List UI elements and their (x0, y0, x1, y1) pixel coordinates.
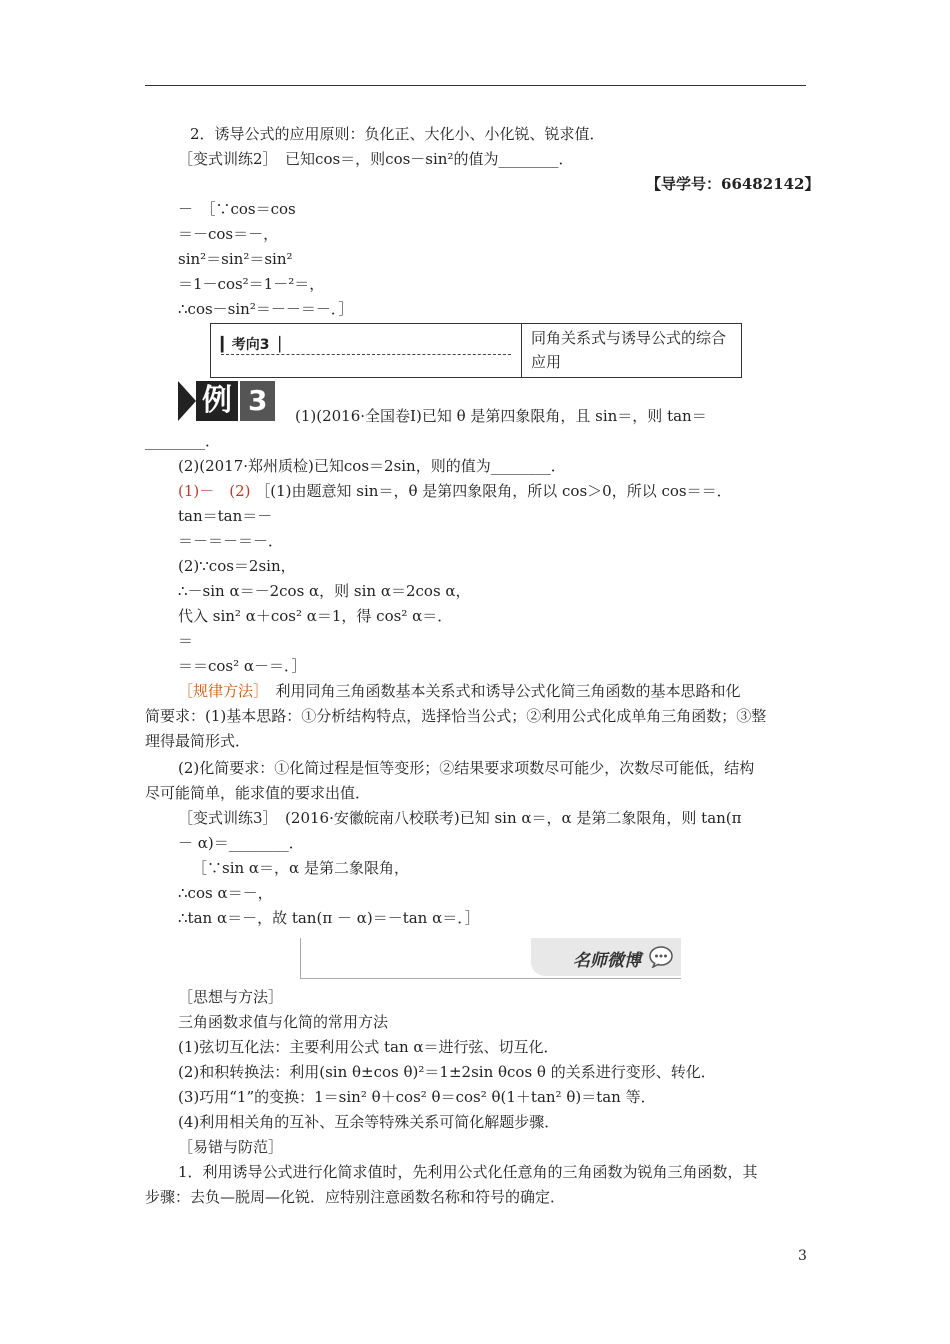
teacher-banner-title: 名师微博 (573, 951, 641, 971)
text-line: (2)化简要求：①化简过程是恒等变形；②结果要求项数尽可能少，次数尽可能低，结构 (178, 759, 755, 777)
example-label: 例 (196, 381, 238, 421)
text-line: (2)∵cos＝2sin， (178, 557, 296, 575)
topic-dash-line (221, 354, 511, 355)
text-line: (4)利用相关角的互补、互余等特殊关系可简化解题步骤． (178, 1113, 560, 1131)
text-line: (3)巧用“1”的变换：1＝sin² θ＋cos² θ＝cos² θ(1＋tan² θ)＝tan 等． (178, 1088, 656, 1106)
text-line: ＝ (178, 632, 194, 650)
text-line: ∴cos－sin²＝－－＝－．］ (178, 300, 354, 318)
answer-values: (1)－ (2) (178, 482, 251, 500)
text-line: ________． (145, 432, 221, 450)
text-line: ［变式训练3］ (2016·安徽皖南八校联考)已知 sin α＝，α 是第二象限角，则 tan(π (178, 809, 742, 827)
text-line: (2)(2017·郑州质检)已知cos＝2sin，则的值为________． (178, 457, 566, 475)
method-line (178, 681, 741, 701)
example-badge (178, 381, 275, 421)
text-line: (1)弦切互化法：主要利用公式 tan α＝进行弦、切互化． (178, 1038, 559, 1056)
text-line: 步骤：去负—脱周—化锐．应特别注意函数名称和符号的确定． (145, 1188, 566, 1206)
text-line: 1．利用诱导公式进行化简求值时，先利用公式化任意角的三角函数为锐角三角函数，其 (178, 1163, 758, 1181)
method-label: ［规律方法］ (178, 682, 261, 700)
text-line: 三角函数求值与化简的常用方法 (178, 1013, 389, 1031)
text-line: ＝－cos＝－， (178, 225, 279, 243)
text-line: 代入 sin² α＋cos² α＝1，得 cos² α＝． (178, 607, 453, 625)
text-line: ［易错与防范］ (178, 1138, 284, 1156)
text-line: ＝＝cos² α－＝．］ (178, 657, 307, 675)
text-line: ［∵sin α＝，α 是第二象限角， (192, 859, 409, 877)
topic-title: 同角关系式与诱导公式的综合应用 (531, 329, 727, 371)
text-line: ∴tan α＝－，故 tan(π － α)＝－tan α＝．］ (178, 909, 480, 927)
text-line: ∴－sin α＝－2cos α，则 sin α＝2cos α， (178, 582, 471, 600)
header-rule (145, 85, 806, 86)
text-line: ∴cos α＝－， (178, 884, 273, 902)
text-line: 理得最简形式． (145, 732, 251, 750)
text-line: ［思想与方法］ (178, 988, 284, 1006)
text-line: ［变式训练2］ 已知cos＝，则cos－sin²的值为________． (178, 150, 574, 168)
speech-bubble-icon (649, 946, 673, 968)
example-number: 3 (240, 381, 275, 421)
topic-box-left (211, 324, 522, 377)
text-line: ＝1－cos²＝1－²＝， (178, 275, 325, 293)
text-line: (2)和积转换法：利用(sin θ±cos θ)²＝1±2sin θcos θ 的关系进行变形、转化． (178, 1063, 716, 1081)
text-line: － ［∵cos＝cos (178, 200, 296, 218)
answer-line (178, 481, 732, 501)
method-text: 利用同角三角函数基本关系式和诱导公式化简三角函数的基本思路和化 (260, 682, 741, 700)
text-line: 【导学号：66482142】 (646, 175, 820, 193)
text-line: － α)＝________． (178, 834, 304, 852)
text-line: tan＝tan＝－ (178, 507, 273, 525)
text-line: sin²＝sin²＝sin² (178, 250, 293, 268)
answer-explanation: ［(1)由题意知 sin＝，θ 是第四象限角，所以 cos＞0，所以 cos＝＝． (255, 482, 732, 500)
text-line: 简要求：(1)基本思路：①分析结构特点，选择恰当公式；②利用公式化成单角三角函数；③整 (145, 707, 767, 725)
text-line: (1)(2016·全国卷Ⅰ)已知 θ 是第四象限角，且 sin＝，则 tan＝ (295, 407, 707, 425)
page-number: 3 (798, 1248, 807, 1264)
topic-box (210, 323, 742, 378)
example-arrow-icon (178, 381, 196, 421)
text-line: ＝－＝－＝－． (178, 532, 284, 550)
text-line: 2．诱导公式的应用原则：负化正、大化小、小化锐、锐求值． (190, 125, 605, 143)
topic-tag: ▎考向3▕ (221, 337, 281, 353)
teacher-banner (300, 938, 681, 979)
text-line: 尽可能简单，能求值的要求出值． (145, 784, 371, 802)
